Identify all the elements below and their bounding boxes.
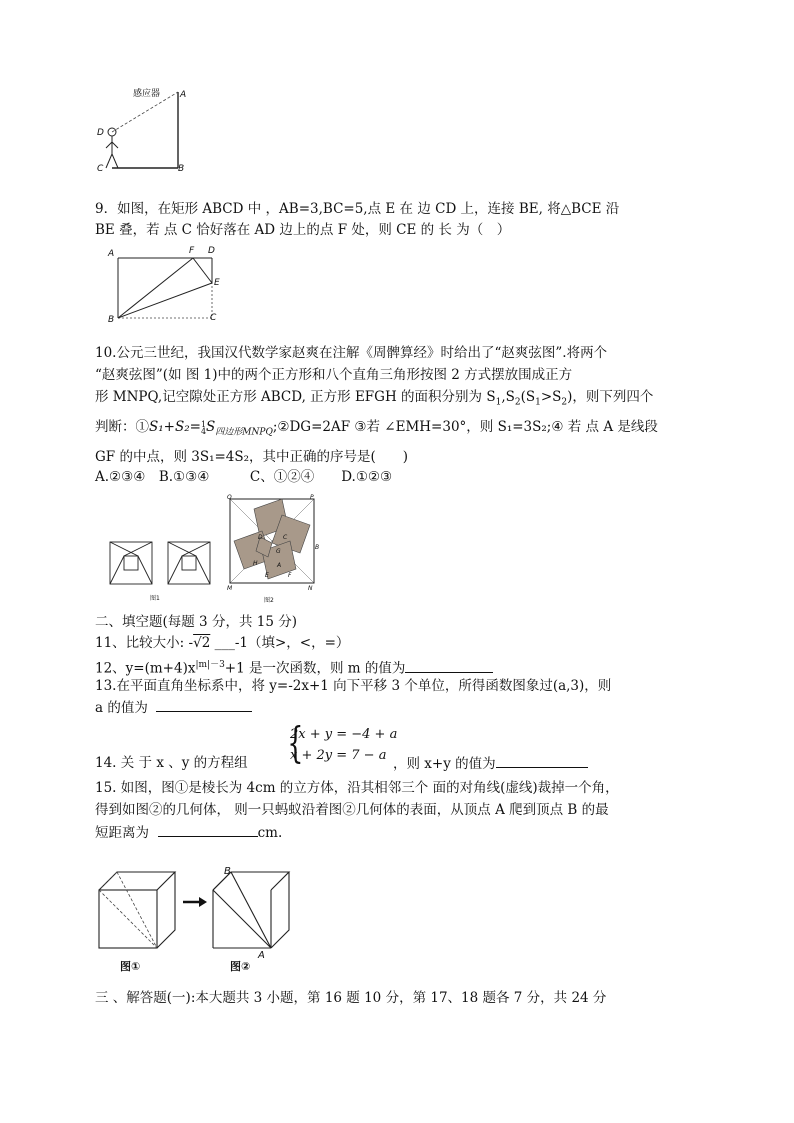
- fig2-point-q: Q: [227, 494, 232, 501]
- fig2-point-g: G: [276, 548, 281, 555]
- cube-vertex-a: A: [258, 950, 265, 961]
- section-2-title: 二、填空题(每题 3 分，共 15 分): [95, 614, 297, 630]
- q10-line-1: 10.公元三世纪，我国汉代数学家赵爽在注解《周髀算经》时给出了“赵爽弦图”.将两个: [95, 345, 608, 361]
- fig2-point-p: P: [310, 494, 314, 501]
- q10-line-5: GF 的中点，则 3S₁=4S₂，其中正确的序号是( ): [95, 449, 409, 465]
- q9-point-e: E: [214, 278, 220, 288]
- fig2-point-a: A: [277, 562, 282, 569]
- q9-point-f: F: [189, 246, 195, 256]
- equation-1: 2x + y = −4 + a: [290, 727, 398, 742]
- fig2-point-d: D: [258, 534, 263, 541]
- q10-options: A.②③④ B.①③④ C、①②④ D.①②③: [95, 469, 393, 485]
- q9-point-a: A: [108, 249, 115, 259]
- fig2-point-f: F: [288, 572, 292, 579]
- fig2-point-n: N: [308, 585, 313, 592]
- zhao-figure-2-caption: 图2: [264, 597, 274, 604]
- sqrt-two: √2: [193, 635, 211, 651]
- sensor-label: 感应器: [133, 89, 161, 99]
- fig2-point-e: E: [265, 572, 269, 579]
- equation-brace: {: [287, 718, 304, 767]
- q14-line-b: ，则 x+y 的值为: [393, 754, 588, 773]
- q9-point-d: D: [208, 246, 215, 256]
- zhao-shuang-figure-1: [108, 540, 220, 590]
- q15-line-3: 短距离为 cm.: [95, 825, 283, 841]
- q10-line-2: “赵爽弦图”(如 图 1)中的两个正方形和八个直角三角形按图 2 方式摆放围成正方: [95, 367, 573, 383]
- fig2-point-c: C: [283, 534, 288, 541]
- q13-line-1: 13.在平面直角坐标系中，将 y=-2x+1 向下平移 3 个单位，所得函数图象过(a,3)，则: [95, 678, 612, 694]
- fig2-point-b: B: [315, 544, 320, 551]
- q9-point-c: C: [210, 313, 217, 323]
- q9-line-2: BE 叠，若 点 C 恰好落在 AD 边上的点 F 处，则 CE 的 长 为（ ）: [95, 222, 511, 238]
- sensor-point-b: B: [178, 164, 185, 174]
- equation-system: [290, 724, 397, 766]
- q15-line-2: 得到如图②的几何体， 则一只蚂蚁沿着图②几何体的表面，从顶点 A 爬到顶点 B 的最: [95, 802, 609, 818]
- sensor-point-d: D: [97, 128, 104, 138]
- q12-line: 12、$y=(m+4)x^{|m|-3}+1$ 是一次函数，则 m 的值为: [95, 656, 493, 678]
- zhao-figure-1-caption: 图1: [150, 595, 160, 602]
- cube-figure-2-caption: 图②: [230, 960, 251, 973]
- q15-cube-figures: [95, 862, 295, 962]
- section-3-title: 三 、解答题(一):本大题共 3 小题，第 16 题 10 分，第 17、18 题各 7 分，共 24 分: [95, 990, 607, 1006]
- q9-point-b: B: [108, 315, 115, 325]
- q15-answer-blank[interactable]: [158, 823, 258, 837]
- q14-line-a: 14. 关 于 x 、y 的方程组: [95, 755, 248, 771]
- zhao-shuang-figure-2: [226, 495, 321, 595]
- q9-line-1: 9．如图，在矩形 ABCD 中 ，AB=3,BC=5,点 E 在 边 CD 上，连接 BE, 将△BCE 沿: [95, 201, 620, 217]
- cube-figure-1-caption: 图①: [120, 960, 141, 973]
- q12-answer-blank[interactable]: [405, 659, 493, 673]
- q13-line-2: a 的值为: [95, 698, 252, 717]
- q13-answer-blank[interactable]: [156, 698, 252, 712]
- equation-2: x + 2y = 7 − a: [290, 748, 387, 763]
- q11-line: 11、比较大小: -√2 ___-1（填>，<，=）: [95, 635, 350, 651]
- q15-line-1: 15. 如图，图①是棱长为 4cm 的立方体，沿其相邻三个 面的对角线(虚线)裁掉一个角，: [95, 780, 619, 796]
- fig2-point-m: M: [227, 585, 233, 592]
- fig2-point-h: H: [253, 560, 258, 567]
- q10-line-4: 判断：①S₁+S₂=1 $4S_{四边形MNPQ};②DG=2AF$ ③若 ∠EMH=30°，则 S₁=3S₂;④ 若 点 A 是线段: [95, 419, 658, 438]
- q14-answer-blank[interactable]: [496, 754, 588, 768]
- sensor-point-a: A: [180, 90, 187, 100]
- q10-line-3: 形 MNPQ,记空隙处正方形 ABCD, 正方形 EFGH 的面积分别为 $S_1,S_2(S_1>S_2)$，则下列四个: [95, 389, 654, 408]
- cube-vertex-b: B: [224, 866, 231, 877]
- fraction-one-quarter: 1 4: [200, 419, 207, 436]
- sensor-point-c: C: [97, 164, 104, 174]
